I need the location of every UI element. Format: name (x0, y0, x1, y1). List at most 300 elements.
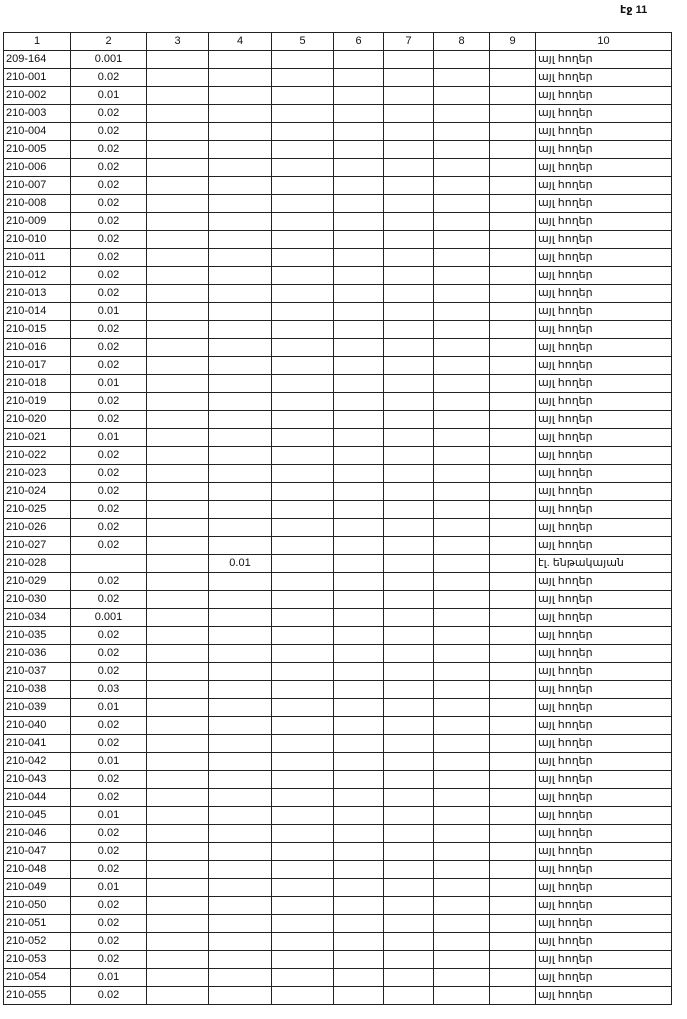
table-cell-col-3 (147, 303, 209, 321)
table-cell-col-9 (490, 321, 536, 339)
table-cell-col-6 (334, 753, 384, 771)
table-cell-col-8 (434, 411, 490, 429)
table-row (4, 699, 672, 717)
table-cell-col-3 (147, 609, 209, 627)
table-row (4, 141, 672, 159)
table-cell-col-5 (272, 699, 334, 717)
table-cell-col-4 (209, 591, 272, 609)
table-cell-col-3 (147, 825, 209, 843)
table-cell-col-2: 0.01 (71, 807, 147, 825)
table-cell-col-5 (272, 123, 334, 141)
table-cell-col-4 (209, 501, 272, 519)
table-cell-col-3 (147, 681, 209, 699)
table-cell-col-9 (490, 501, 536, 519)
table-cell-col-9 (490, 987, 536, 1005)
table-cell-col-2: 0.02 (71, 177, 147, 195)
table-cell-col-10: այլ հողեր (536, 285, 672, 303)
table-cell-col-4 (209, 429, 272, 447)
table-cell-col-8 (434, 951, 490, 969)
table-cell-col-9 (490, 573, 536, 591)
table-cell-col-7 (384, 555, 434, 573)
table-cell-col-9 (490, 447, 536, 465)
table-row (4, 609, 672, 627)
table-cell-col-6 (334, 843, 384, 861)
table-cell-col-5 (272, 987, 334, 1005)
table-cell-col-6 (334, 573, 384, 591)
table-cell-col-8 (434, 681, 490, 699)
table-cell-col-9 (490, 789, 536, 807)
table-cell-col-3 (147, 465, 209, 483)
table-cell-col-7 (384, 897, 434, 915)
table-cell-col-3 (147, 141, 209, 159)
table-cell-col-6 (334, 915, 384, 933)
table-cell-col-1: 210-035 (4, 627, 71, 645)
table-cell-col-4 (209, 213, 272, 231)
table-cell-col-7 (384, 465, 434, 483)
table-cell-col-10: այլ հողեր (536, 663, 672, 681)
table-cell-col-4 (209, 105, 272, 123)
table-cell-col-1: 210-011 (4, 249, 71, 267)
table-cell-col-6 (334, 375, 384, 393)
table-cell-col-6 (334, 123, 384, 141)
table-cell-col-7 (384, 843, 434, 861)
table-cell-col-5 (272, 483, 334, 501)
table-cell-col-3 (147, 753, 209, 771)
table-cell-col-4 (209, 771, 272, 789)
table-cell-col-5 (272, 735, 334, 753)
table-cell-col-9 (490, 609, 536, 627)
table-cell-col-7 (384, 933, 434, 951)
table-cell-col-9 (490, 159, 536, 177)
table-cell-col-2: 0.01 (71, 87, 147, 105)
table-cell-col-4 (209, 933, 272, 951)
table-cell-col-3 (147, 501, 209, 519)
table-cell-col-6 (334, 231, 384, 249)
table-cell-col-7 (384, 771, 434, 789)
table-cell-col-4 (209, 645, 272, 663)
table-cell-col-1: 210-027 (4, 537, 71, 555)
table-cell-col-2: 0.02 (71, 933, 147, 951)
table-cell-col-7 (384, 699, 434, 717)
table-row (4, 159, 672, 177)
table-cell-col-9 (490, 825, 536, 843)
table-row (4, 195, 672, 213)
table-row (4, 879, 672, 897)
table-cell-col-5 (272, 555, 334, 573)
table-cell-col-8 (434, 303, 490, 321)
table-cell-col-2: 0.02 (71, 105, 147, 123)
table-cell-col-5 (272, 429, 334, 447)
table-cell-col-6 (334, 681, 384, 699)
table-cell-col-5 (272, 717, 334, 735)
table-cell-col-2: 0.02 (71, 69, 147, 87)
table-cell-col-4 (209, 843, 272, 861)
table-row (4, 537, 672, 555)
table-cell-col-5 (272, 141, 334, 159)
table-row (4, 807, 672, 825)
table-cell-col-10: այլ հողեր (536, 951, 672, 969)
table-cell-col-8 (434, 375, 490, 393)
table-cell-col-8 (434, 915, 490, 933)
table-cell-col-3 (147, 447, 209, 465)
table-cell-col-7 (384, 645, 434, 663)
table-row (4, 231, 672, 249)
table-cell-col-2: 0.02 (71, 825, 147, 843)
table-cell-col-7 (384, 249, 434, 267)
table-cell-col-4 (209, 411, 272, 429)
table-cell-col-4 (209, 141, 272, 159)
table-cell-col-6 (334, 177, 384, 195)
table-cell-col-9 (490, 69, 536, 87)
column-header-4: 4 (209, 33, 272, 51)
table-cell-col-5 (272, 843, 334, 861)
table-cell-col-5 (272, 357, 334, 375)
table-cell-col-5 (272, 267, 334, 285)
table-cell-col-1: 210-037 (4, 663, 71, 681)
table-cell-col-6 (334, 429, 384, 447)
table-cell-col-10: այլ հողեր (536, 519, 672, 537)
column-header-3: 3 (147, 33, 209, 51)
table-cell-col-2: 0.02 (71, 267, 147, 285)
table-cell-col-10: այլ հողեր (536, 69, 672, 87)
table-cell-col-3 (147, 555, 209, 573)
table-cell-col-3 (147, 195, 209, 213)
table-cell-col-1: 210-050 (4, 897, 71, 915)
table-cell-col-2: 0.02 (71, 789, 147, 807)
table-cell-col-10: այլ հողեր (536, 51, 672, 69)
table-cell-col-4 (209, 123, 272, 141)
table-row (4, 735, 672, 753)
table-row (4, 789, 672, 807)
table-cell-col-8 (434, 987, 490, 1005)
table-cell-col-5 (272, 213, 334, 231)
table-cell-col-3 (147, 771, 209, 789)
table-cell-col-6 (334, 339, 384, 357)
table-cell-col-5 (272, 465, 334, 483)
table-cell-col-4 (209, 681, 272, 699)
table-cell-col-1: 210-019 (4, 393, 71, 411)
table-cell-col-9 (490, 699, 536, 717)
table-cell-col-7 (384, 969, 434, 987)
table-cell-col-10: այլ հողեր (536, 177, 672, 195)
table-cell-col-5 (272, 825, 334, 843)
table-cell-col-5 (272, 573, 334, 591)
table-cell-col-4 (209, 969, 272, 987)
table-cell-col-6 (334, 357, 384, 375)
table-cell-col-7 (384, 915, 434, 933)
table-cell-col-1: 210-053 (4, 951, 71, 969)
table-cell-col-4 (209, 915, 272, 933)
table-cell-col-8 (434, 249, 490, 267)
table-cell-col-4 (209, 987, 272, 1005)
table-cell-col-3 (147, 339, 209, 357)
table-cell-col-2: 0.02 (71, 627, 147, 645)
table-cell-col-2: 0.02 (71, 393, 147, 411)
table-cell-col-8 (434, 213, 490, 231)
table-cell-col-4 (209, 267, 272, 285)
table-cell-col-5 (272, 177, 334, 195)
table-cell-col-5 (272, 789, 334, 807)
table-cell-col-3 (147, 411, 209, 429)
table-row (4, 627, 672, 645)
table-cell-col-10: այլ հողեր (536, 789, 672, 807)
table-cell-col-1: 210-045 (4, 807, 71, 825)
table-cell-col-6 (334, 249, 384, 267)
table-row (4, 663, 672, 681)
table-cell-col-10: այլ հողեր (536, 537, 672, 555)
table-cell-col-8 (434, 663, 490, 681)
land-ledger-table (3, 32, 672, 1005)
table-cell-col-1: 210-014 (4, 303, 71, 321)
table-cell-col-7 (384, 105, 434, 123)
table-cell-col-3 (147, 483, 209, 501)
table-cell-col-8 (434, 105, 490, 123)
table-cell-col-9 (490, 753, 536, 771)
table-cell-col-6 (334, 483, 384, 501)
table-cell-col-7 (384, 735, 434, 753)
table-row (4, 825, 672, 843)
table-cell-col-8 (434, 51, 490, 69)
table-cell-col-8 (434, 717, 490, 735)
table-cell-col-3 (147, 735, 209, 753)
table-cell-col-1: 210-006 (4, 159, 71, 177)
table-cell-col-10: այլ հողեր (536, 717, 672, 735)
table-cell-col-6 (334, 969, 384, 987)
table-cell-col-1: 210-041 (4, 735, 71, 753)
table-cell-col-7 (384, 663, 434, 681)
table-cell-col-2: 0.02 (71, 321, 147, 339)
table-cell-col-5 (272, 303, 334, 321)
table-cell-col-5 (272, 249, 334, 267)
table-cell-col-8 (434, 285, 490, 303)
table-cell-col-8 (434, 123, 490, 141)
table-cell-col-6 (334, 447, 384, 465)
table-cell-col-6 (334, 789, 384, 807)
table-cell-col-10: այլ հողեր (536, 627, 672, 645)
table-cell-col-2: 0.02 (71, 465, 147, 483)
table-cell-col-9 (490, 897, 536, 915)
table-cell-col-8 (434, 699, 490, 717)
table-cell-col-10: այլ հողեր (536, 825, 672, 843)
table-cell-col-7 (384, 123, 434, 141)
table-cell-col-7 (384, 807, 434, 825)
table-cell-col-4 (209, 357, 272, 375)
table-cell-col-4 (209, 303, 272, 321)
table-cell-col-7 (384, 537, 434, 555)
table-row (4, 393, 672, 411)
table-cell-col-6 (334, 69, 384, 87)
table-cell-col-10: այլ հողեր (536, 357, 672, 375)
table-cell-col-3 (147, 69, 209, 87)
table-cell-col-5 (272, 771, 334, 789)
table-cell-col-10: այլ հողեր (536, 861, 672, 879)
table-cell-col-5 (272, 87, 334, 105)
table-cell-col-7 (384, 501, 434, 519)
table-cell-col-10: էլ. ենթակայան (536, 555, 672, 573)
table-cell-col-9 (490, 645, 536, 663)
table-cell-col-10: այլ հողեր (536, 465, 672, 483)
table-cell-col-9 (490, 249, 536, 267)
table-cell-col-8 (434, 483, 490, 501)
table-cell-col-3 (147, 87, 209, 105)
table-cell-col-2: 0.02 (71, 771, 147, 789)
table-cell-col-6 (334, 555, 384, 573)
table-cell-col-4 (209, 537, 272, 555)
table-cell-col-5 (272, 663, 334, 681)
table-cell-col-5 (272, 753, 334, 771)
table-row (4, 573, 672, 591)
table-row (4, 123, 672, 141)
table-cell-col-4 (209, 861, 272, 879)
table-row (4, 249, 672, 267)
table-cell-col-1: 210-046 (4, 825, 71, 843)
table-cell-col-10: այլ հողեր (536, 681, 672, 699)
table-cell-col-6 (334, 861, 384, 879)
table-cell-col-7 (384, 429, 434, 447)
table-row (4, 555, 672, 573)
table-cell-col-2: 0.01 (71, 699, 147, 717)
table-cell-col-8 (434, 969, 490, 987)
table-cell-col-2: 0.02 (71, 141, 147, 159)
table-cell-col-2: 0.02 (71, 213, 147, 231)
table-row (4, 267, 672, 285)
table-cell-col-8 (434, 195, 490, 213)
table-cell-col-9 (490, 195, 536, 213)
table-cell-col-4 (209, 51, 272, 69)
table-cell-col-5 (272, 231, 334, 249)
table-cell-col-8 (434, 825, 490, 843)
table-cell-col-1: 210-015 (4, 321, 71, 339)
table-cell-col-7 (384, 753, 434, 771)
table-cell-col-4 (209, 951, 272, 969)
table-cell-col-1: 210-009 (4, 213, 71, 231)
table-cell-col-10: այլ հողեր (536, 645, 672, 663)
table-cell-col-7 (384, 447, 434, 465)
table-cell-col-1: 210-028 (4, 555, 71, 573)
table-cell-col-4 (209, 627, 272, 645)
table-row (4, 357, 672, 375)
table-cell-col-4 (209, 897, 272, 915)
table-cell-col-7 (384, 321, 434, 339)
table-cell-col-9 (490, 177, 536, 195)
table-cell-col-7 (384, 303, 434, 321)
table-cell-col-9 (490, 663, 536, 681)
table-cell-col-2: 0.02 (71, 645, 147, 663)
table-cell-col-6 (334, 591, 384, 609)
table-cell-col-1: 210-030 (4, 591, 71, 609)
table-cell-col-2: 0.02 (71, 357, 147, 375)
table-cell-col-9 (490, 717, 536, 735)
table-cell-col-6 (334, 933, 384, 951)
table-cell-col-6 (334, 195, 384, 213)
table-cell-col-4 (209, 339, 272, 357)
table-cell-col-9 (490, 429, 536, 447)
table-cell-col-4 (209, 447, 272, 465)
table-cell-col-3 (147, 123, 209, 141)
table-row (4, 105, 672, 123)
table-cell-col-7 (384, 987, 434, 1005)
table-cell-col-7 (384, 411, 434, 429)
table-cell-col-10: այլ հողեր (536, 123, 672, 141)
table-cell-col-9 (490, 519, 536, 537)
table-cell-col-5 (272, 393, 334, 411)
table-cell-col-8 (434, 159, 490, 177)
table-cell-col-3 (147, 249, 209, 267)
table-cell-col-5 (272, 933, 334, 951)
table-cell-col-8 (434, 429, 490, 447)
table-cell-col-8 (434, 609, 490, 627)
table-cell-col-8 (434, 177, 490, 195)
table-cell-col-9 (490, 627, 536, 645)
table-row (4, 771, 672, 789)
table-cell-col-6 (334, 645, 384, 663)
table-cell-col-10: այլ հողեր (536, 987, 672, 1005)
table-cell-col-4 (209, 483, 272, 501)
table-cell-col-7 (384, 519, 434, 537)
column-header-6: 6 (334, 33, 384, 51)
table-cell-col-6 (334, 771, 384, 789)
table-cell-col-2: 0.02 (71, 411, 147, 429)
table-cell-col-3 (147, 717, 209, 735)
table-cell-col-5 (272, 159, 334, 177)
table-cell-col-4 (209, 609, 272, 627)
table-row (4, 447, 672, 465)
table-cell-col-10: այլ հողեր (536, 771, 672, 789)
table-row (4, 429, 672, 447)
table-cell-col-8 (434, 735, 490, 753)
table-cell-col-7 (384, 141, 434, 159)
table-cell-col-10: այլ հողեր (536, 375, 672, 393)
table-cell-col-5 (272, 879, 334, 897)
table-cell-col-6 (334, 87, 384, 105)
table-cell-col-6 (334, 951, 384, 969)
table-cell-col-1: 210-001 (4, 69, 71, 87)
table-cell-col-8 (434, 87, 490, 105)
table-cell-col-9 (490, 141, 536, 159)
table-cell-col-2: 0.02 (71, 573, 147, 591)
table-cell-col-10: այլ հողեր (536, 159, 672, 177)
table-cell-col-7 (384, 627, 434, 645)
table-row (4, 753, 672, 771)
table-cell-col-4 (209, 789, 272, 807)
table-cell-col-3 (147, 627, 209, 645)
table-cell-col-2: 0.01 (71, 375, 147, 393)
table-cell-col-2: 0.02 (71, 447, 147, 465)
table-cell-col-3 (147, 105, 209, 123)
table-cell-col-3 (147, 699, 209, 717)
table-cell-col-7 (384, 717, 434, 735)
table-cell-col-1: 210-049 (4, 879, 71, 897)
table-cell-col-3 (147, 573, 209, 591)
table-cell-col-5 (272, 627, 334, 645)
table-cell-col-5 (272, 411, 334, 429)
table-cell-col-8 (434, 519, 490, 537)
table-cell-col-3 (147, 861, 209, 879)
table-cell-col-2: 0.01 (71, 969, 147, 987)
table-cell-col-8 (434, 807, 490, 825)
table-cell-col-2: 0.02 (71, 897, 147, 915)
table-cell-col-8 (434, 141, 490, 159)
column-header-5: 5 (272, 33, 334, 51)
table-cell-col-6 (334, 519, 384, 537)
table-cell-col-8 (434, 933, 490, 951)
table-cell-col-7 (384, 573, 434, 591)
table-cell-col-6 (334, 465, 384, 483)
table-cell-col-4 (209, 825, 272, 843)
table-cell-col-1: 210-020 (4, 411, 71, 429)
table-cell-col-3 (147, 159, 209, 177)
table-cell-col-9 (490, 933, 536, 951)
